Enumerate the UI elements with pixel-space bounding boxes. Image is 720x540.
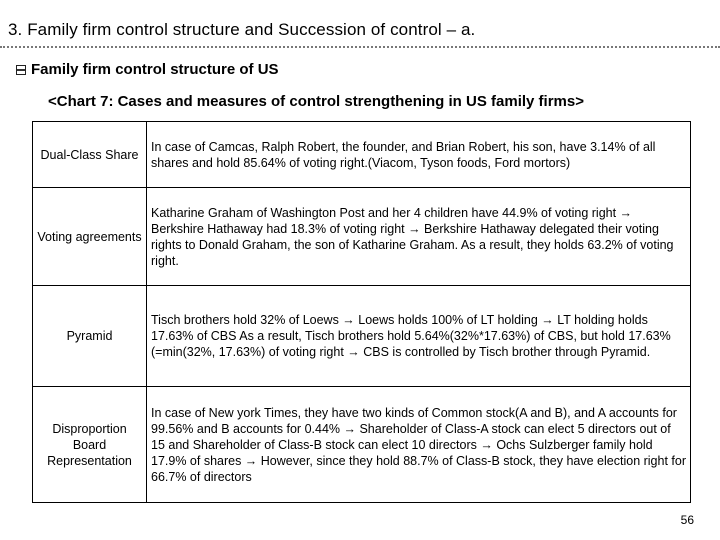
section-heading bbox=[16, 61, 279, 78]
row-description: In case of New york Times, they have two kinds of Common stock(A and B), and A accounts for 99.56% and B accounts for 0.44% → Shareholder of Class-A stock can elect 5 directors out of 15 and Shareholder of Class-B stock can elect 10 directors → Ochs Sulzberger family hold 17.9% of shares → However, since they hold 88.7% of Class-B stock, they have election right for 66.7% of directors bbox=[147, 387, 691, 503]
section-heading-text: Family firm control structure of US bbox=[31, 61, 279, 78]
page-number: 56 bbox=[680, 513, 694, 527]
table-row bbox=[33, 188, 691, 286]
row-label: Dual-Class Share bbox=[33, 122, 147, 188]
row-description: Katharine Graham of Washington Post and her 4 children have 44.9% of voting right → Berkshire Hathaway had 18.3% of voting right → Berkshire Hathaway delegated their voting rights to Donald Graham, the son of Katharine Graham. As a result, they holds 63.2% of voting right. bbox=[147, 188, 691, 286]
chart-title: <Chart 7: Cases and measures of control strengthening in US family firms> bbox=[48, 93, 584, 110]
row-label: Voting agreements bbox=[33, 188, 147, 286]
slide-title: 3. Family firm control structure and Succession of control – a. bbox=[8, 20, 476, 39]
square-bullet-icon bbox=[16, 65, 26, 75]
row-description: Tisch brothers hold 32% of Loews → Loews holds 100% of LT holding → LT holding holds 17.63% of CBS As a result, Tisch brothers hold 5.64%(32%*17.63%) of CBS, but hold 17.63%(=min(32%, 17.63%) of voting right → CBS is controlled by Tisch brother through Pyramid. bbox=[147, 286, 691, 387]
table-row bbox=[33, 387, 691, 503]
title-divider bbox=[0, 46, 720, 48]
control-measures-table bbox=[32, 121, 691, 503]
row-description: In case of Camcas, Ralph Robert, the founder, and Brian Robert, his son, have 3.14% of all shares and hold 85.64% of voting right.(Viacom, Tyson foods, Ford mortors) bbox=[147, 122, 691, 188]
row-label: Disproportion Board Representation bbox=[33, 387, 147, 503]
table-row bbox=[33, 122, 691, 188]
row-label: Pyramid bbox=[33, 286, 147, 387]
table-row bbox=[33, 286, 691, 387]
